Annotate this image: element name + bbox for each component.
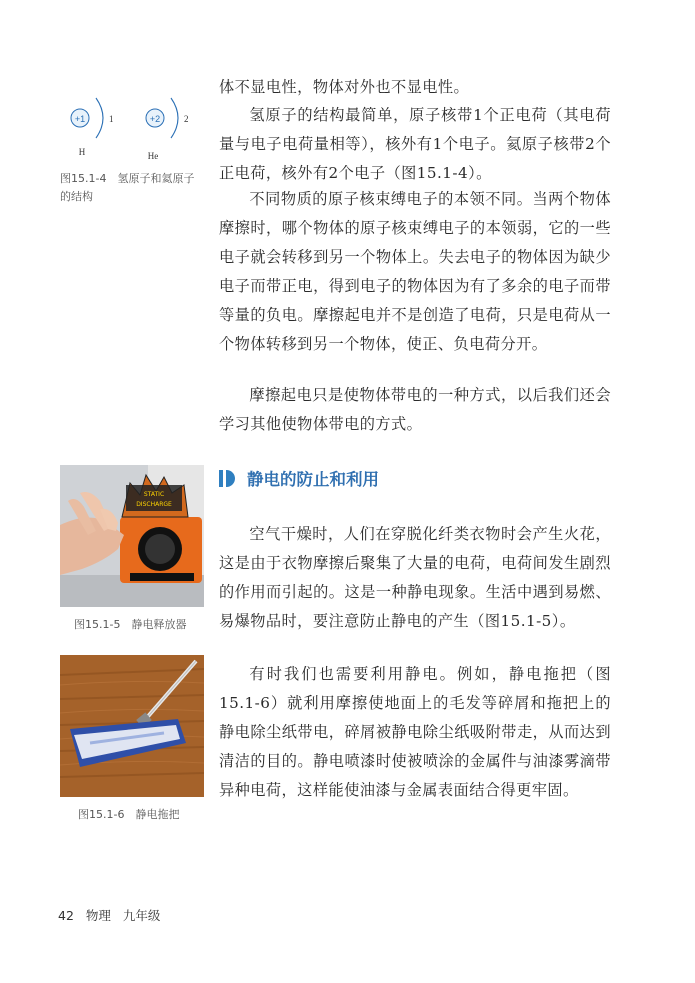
helium-atom	[146, 98, 189, 161]
helium-shell-electrons: 2	[184, 114, 189, 124]
section-bar-icon	[219, 470, 223, 487]
paragraph-3: 不同物质的原子核束缚电子的本领不同。当两个物体摩擦时，哪个物体的原子核束缚电子的本领弱，它的一些电子就会转移到另一个物体上。失去电子的物体因为缺少电子而带正电，得到电子的物体因为有了多余的电子而带等量的负电。摩擦起电并不是创造了电荷，只是电荷从一个物体转移到另一个物体，使正、负电荷分开。	[219, 190, 611, 353]
section-tab-icon	[226, 470, 235, 487]
hydrogen-label: H	[78, 147, 86, 157]
page-footer	[58, 906, 168, 924]
section-title: 静电的防止和利用	[247, 470, 379, 489]
helium-nucleus-charge: +2	[149, 114, 161, 124]
footer-subject: 物理	[85, 908, 111, 923]
paragraph-4: 摩擦起电只是使物体带电的一种方式，以后我们还会学习其他使物体带电的方式。	[219, 386, 611, 433]
paragraph-5: 空气干燥时，人们在穿脱化纤类衣物时会产生火花，这是由于衣物摩擦后聚集了大量的电荷，电荷间发生剧烈的作用而引起的。这是一种静电现象。生活中遇到易燃、易爆物品时，要注意防止静电的产生（图15.1-5）。	[219, 525, 611, 630]
footer-grade: 九年级	[122, 908, 161, 923]
helium-shell-arc	[171, 98, 178, 138]
hydrogen-atom	[71, 98, 114, 157]
svg-text:DISCHARGE: DISCHARGE	[136, 501, 172, 508]
figure-caption-15-1-5: 图15.1-5 静电释放器	[74, 618, 187, 631]
paragraph-1: 体不显电性，物体对外也不显电性。	[219, 78, 470, 96]
page-number: 42	[58, 908, 74, 923]
hydrogen-shell-electrons: 1	[109, 114, 114, 124]
figure-caption-15-1-4: 图15.1-4 氢原子和氦原子的结构	[60, 172, 195, 203]
helium-label: He	[147, 151, 159, 161]
figure-caption-15-1-6: 图15.1-6 静电拖把	[78, 808, 180, 821]
svg-text:STATIC: STATIC	[143, 491, 165, 498]
hydrogen-nucleus-charge: +1	[74, 114, 86, 124]
paragraph-6: 有时我们也需要利用静电。例如，静电拖把（图15.1-6）就利用摩擦使地面上的毛发等碎屑和拖把上的静电除尘纸带电，碎屑被静电除尘纸吸附带走，从而达到清洁的目的。静电喷漆时使被喷涂的金属件与油漆雾滴带异种电荷，这样能使油漆与金属表面结合得更牢固。	[219, 665, 611, 799]
hydrogen-shell-arc	[96, 98, 103, 138]
section-heading	[219, 465, 379, 491]
atom-structure-diagram	[58, 95, 208, 170]
photo-static-mop	[60, 655, 204, 797]
paragraph-2: 氢原子的结构最简单，原子核带1个正电荷（其电荷量与电子电荷量相等），核外有1个电子。氦原子核带2个正电荷，核外有2个电子（图15.1-4）。	[219, 106, 611, 182]
photo-static-discharger	[60, 465, 204, 607]
